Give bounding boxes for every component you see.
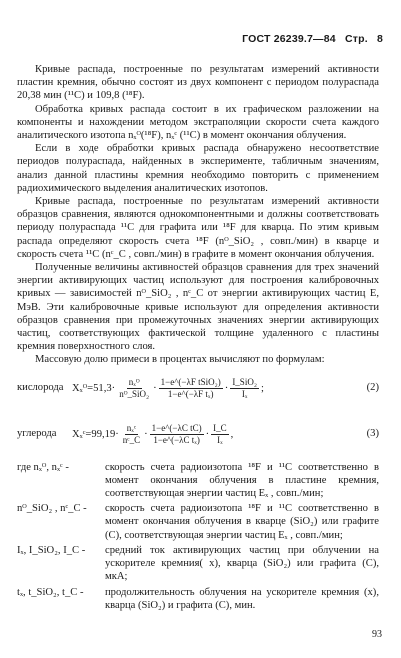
numerator: 1−e^(−λC tC) bbox=[151, 423, 202, 434]
glossary-item bbox=[17, 586, 379, 612]
paragraph: Обработка кривых распада состоит в их графическом разложении на компоненты и нахождении методом экстраполяции скорости счета каждого аналитического изотопа nₓᴼ(¹⁸F), nₓᶜ (¹¹C) в момент окончания облучения. bbox=[17, 103, 379, 142]
equation-carbon bbox=[17, 413, 379, 459]
paragraph: Если в ходе обработки кривых распада обнаружено несоответствие периодов полураспада, найденных в эксперименте, табличным значениям, анализ данной пластины кремния необходимо повторить с применением радиохимического выделения аналитических изотопов. bbox=[17, 143, 379, 194]
equation-oxygen bbox=[17, 367, 379, 413]
glossary-definition: скорость счета радиоизотопа ¹⁸F и ¹¹C соответственно в момент окончания облучения в кварце (SiO₂) или графите (C), соответствующая энергии частиц Eₓ , совп./мин; bbox=[105, 503, 379, 541]
fraction bbox=[159, 377, 223, 400]
equation-label: кислорода bbox=[17, 381, 64, 393]
denominator: Iₓ bbox=[217, 435, 223, 446]
equation-number: (2) bbox=[366, 381, 379, 393]
header-page-number: 8 bbox=[376, 33, 383, 45]
equation-lhs: Xₓᶜ=99,19· bbox=[72, 429, 119, 441]
numerator: 1−e^(−λF tSiO₂) bbox=[160, 377, 221, 388]
glossary-definition: продолжительность облучения на ускорителе кремния (x), кварца (SiO₂) и графита (C), мин. bbox=[105, 586, 379, 611]
glossary-definition: средний ток активирующих частиц при облучении на ускорителе кремния( x), кварца (SiO₂) или графита (C), мкА; bbox=[105, 544, 379, 583]
equation-label: углерода bbox=[17, 427, 57, 439]
equation-lhs: Xₓᴼ=51,3· bbox=[72, 383, 116, 395]
glossary-definition: скорость счета радиоизотопа ¹⁸F и ¹¹C соответственно в момент окончания облучения в пластине кремния, соответствующая энергии частиц Eₓ , совп./мин; bbox=[105, 461, 379, 500]
denominator: nᶜ_C bbox=[122, 435, 141, 446]
equation-formula: Xₓᴼ=51,3· $\frac{\text{nₓᴼ}}{\text{nᴼ\_SiO₂}}$ · $\frac{\text{1−e\textasciicircum{}(−λF tSiO₂)}}{\text{1−e\textasciicircum{}(−λF tₓ)}}$ · $\frac{\text{I\_SiO₂}}{\text{Iₓ}}$ ; bbox=[72, 377, 264, 400]
numerator: nₓᴼ bbox=[128, 377, 140, 388]
page-number: 93 bbox=[372, 629, 382, 640]
equation-tail: , bbox=[230, 429, 234, 441]
fraction bbox=[121, 423, 142, 446]
equation-number: (3) bbox=[366, 427, 379, 439]
glossary-term: Iₓ, I_SiO₂, I_C - bbox=[17, 544, 86, 556]
denominator: 1−e^(−λF tₓ) bbox=[167, 389, 214, 400]
glossary-item bbox=[17, 502, 379, 542]
numerator: nₓᶜ bbox=[126, 423, 137, 434]
paragraph: Кривые распада, построенные по результатам измерений активности образцов сравнения, являются однокомпонентными и должны соответствовать периоду полураспада ¹¹C для графита или ¹⁸F для кварца. По этим кривым распада определяют скорость счета ¹⁸F (nᴼ_SiO₂ , совп./мин) в кварце и скорость счета ¹¹C (nᶜ_C , совп./мин) в графите в момент окончания облучения. bbox=[17, 196, 379, 260]
denominator: Iₓ bbox=[241, 389, 248, 400]
fraction bbox=[150, 423, 204, 446]
numerator: I_C bbox=[213, 423, 227, 434]
page-word: Стр. bbox=[344, 33, 368, 45]
glossary-item bbox=[17, 461, 379, 501]
numerator: I_SiO₂ bbox=[232, 377, 257, 388]
equation-tail: ; bbox=[260, 383, 264, 395]
fraction bbox=[211, 423, 229, 446]
paragraph: Кривые распада, построенные по результатам измерений активности пластин кремния, обычно состоят из двух компонент с периодом полураспада 20,38 мин (¹¹C) и 109,8 (¹⁸F). bbox=[17, 64, 379, 102]
page-header bbox=[236, 33, 383, 45]
equation-formula: Xₓᶜ=99,19· $\frac{\text{nₓᶜ}}{\text{nᶜ\_C}}$ · $\frac{\text{1−e\textasciicircum{}(−λC tC)}}{\text{1−e\textasciicircum{}(−λC tₓ)}}$ · $\frac{I\_C}{\text{Iₓ}}$ , bbox=[72, 423, 234, 446]
glossary-term: где nₓᴼ, nₓᶜ - bbox=[17, 461, 69, 473]
denominator: nᴼ_SiO₂ bbox=[119, 389, 150, 400]
denominator: 1−e^(−λC tₓ) bbox=[153, 435, 200, 446]
main-text bbox=[17, 63, 379, 612]
paragraph: Массовую долю примеси в процентах вычисляют по формулам: bbox=[35, 354, 325, 366]
glossary-term: tₓ, t_SiO₂, t_C - bbox=[17, 586, 84, 598]
glossary-term: nᴼ_SiO₂ , nᶜ_C - bbox=[17, 503, 87, 515]
gost-code: ГОСТ 26239.7—84 bbox=[242, 33, 336, 45]
glossary-item bbox=[17, 544, 379, 584]
fraction bbox=[230, 377, 259, 400]
paragraph: Полученные величины активностей образцов сравнения для трех значений энергии активирующих частиц используют для построения калибровочных кривых — зависимостей nᴼ_SiO₂ , nᶜ_C от энергии активирующих частиц E, МэВ. Эти калибровочные кривые используют для определения активности образцов сравнения при промежуточных значениях энергии активирующих частиц, соответствующих фактической толщине удаленного с пластины кремния поверхностного слоя. bbox=[17, 262, 379, 353]
fraction bbox=[117, 377, 151, 400]
